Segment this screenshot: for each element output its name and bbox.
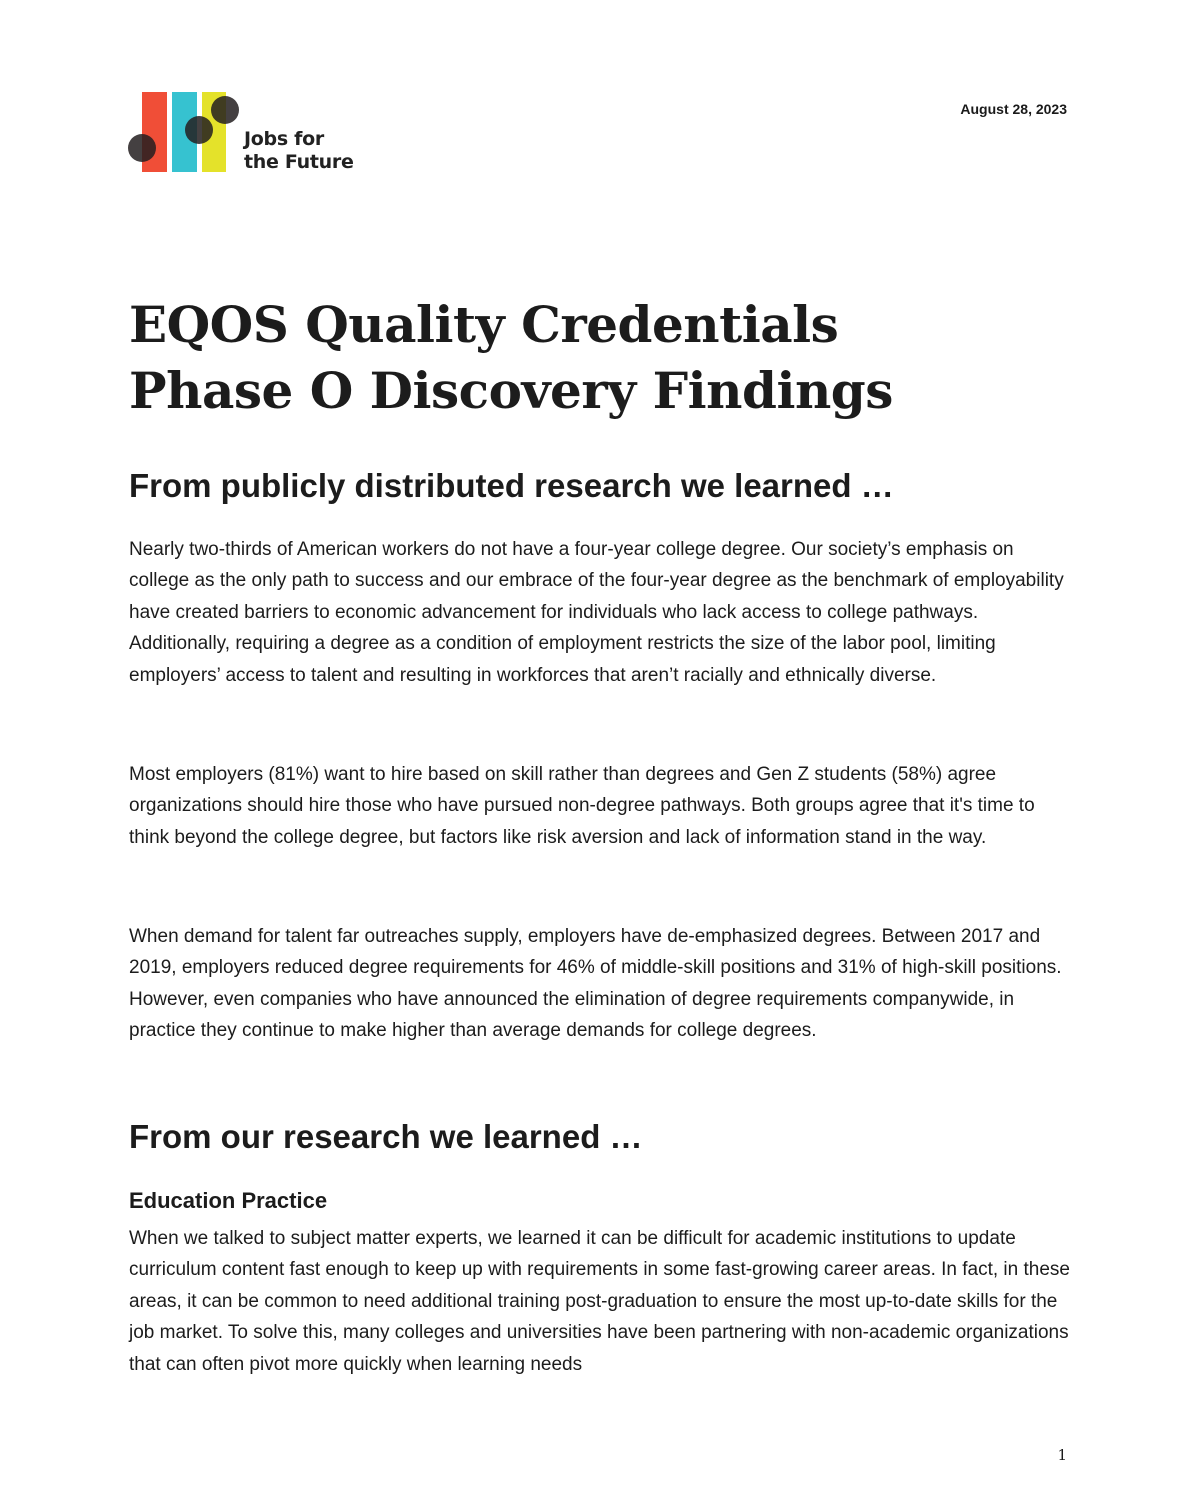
section-heading-our-research: From our research we learned …: [129, 1118, 643, 1155]
logo-text-line1: Jobs for: [244, 128, 324, 150]
paragraph-education-practice: When we talked to subject matter experts, we learned it can be difficult for academic institutions to update curriculum content fast enough to keep up with requirements in some fast-growing career areas. In fact, in these areas, it can be common to need additional training post-graduation to ensure the most up-to-date skills for the job market. To solve this, many colleges and universities have been partnering with non-academic organizations that can often pivot more quickly when learning needs: [129, 1228, 1070, 1375]
subheading-education-practice: Education Practice: [129, 1188, 328, 1213]
page-number: 1: [1057, 1446, 1067, 1464]
paragraph-degree-barriers: Nearly two-thirds of American workers do not have a four-year college degree. Our society’s emphasis on college as the only path to success and our embrace of the four-year degree as the benchmark of employability have created barriers to economic advancement for individuals who lack access to college pathways. Additionally, requiring a degree as a condition of employment restricts the size of the labor pool, limiting employers’ access to talent and resulting in workforces that aren’t racially and ethnically diverse.: [129, 539, 1064, 686]
jff-logo: [128, 92, 368, 176]
jff-logo-wordmark: [244, 128, 354, 174]
jff-logo-mark-icon: [128, 92, 243, 174]
logo-text-line2: the Future: [244, 151, 354, 173]
title-line-2: Phase O Discovery Findings: [129, 361, 893, 420]
document-date: August 28, 2023: [960, 101, 1067, 117]
paragraph-skills-hiring: Most employers (81%) want to hire based on skill rather than degrees and Gen Z students (58%) agree organizations should hire those who have pursued non-degree pathways. Both groups agree that it's time to think beyond the college degree, but factors like risk aversion and lack of information stand in the way.: [129, 764, 1035, 848]
document-title: [129, 292, 1089, 424]
title-line-1: EQOS Quality Credentials: [129, 295, 839, 354]
paragraph-degree-requirements: When demand for talent far outreaches supply, employers have de-emphasized degrees. Between 2017 and 2019, employers reduced degree requirements for 46% of middle-skill positions and 31% of high-skill positions. However, even companies who have announced the elimination of degree requirements companywide, in practice they continue to make higher than average demands for college degrees.: [129, 926, 1062, 1042]
section-heading-public-research: From publicly distributed research we learned …: [129, 467, 894, 504]
